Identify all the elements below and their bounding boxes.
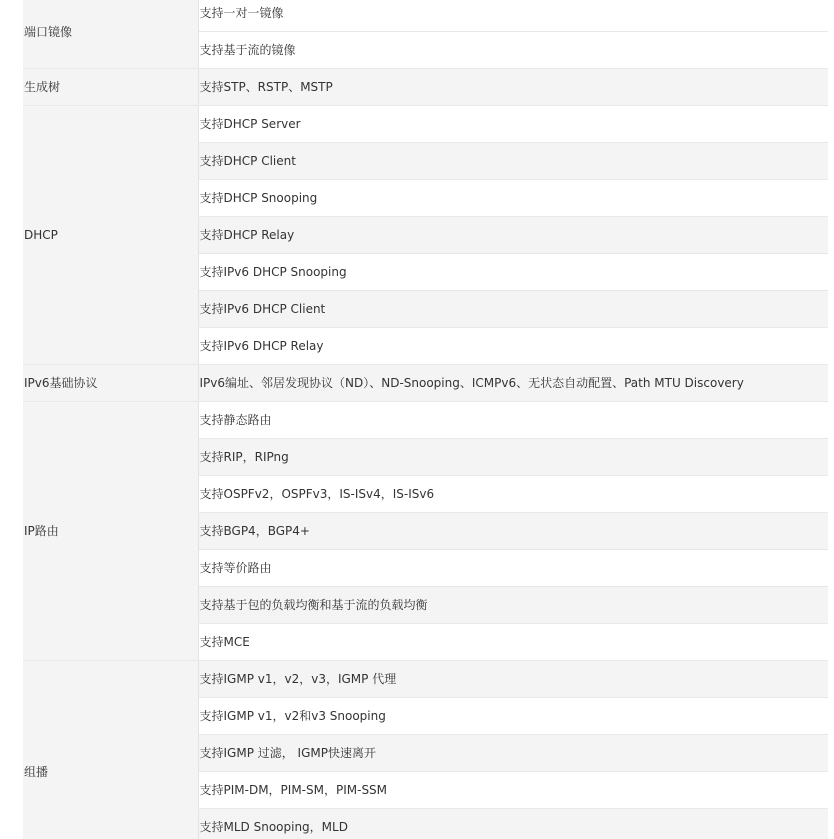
- category-cell: DHCP: [23, 106, 198, 365]
- table-row: [23, 402, 828, 439]
- feature-cell: 支持STP、RSTP、MSTP: [198, 69, 828, 106]
- table-row: [23, 365, 828, 402]
- feature-cell: 支持DHCP Snooping: [198, 180, 828, 217]
- feature-cell: 支持基于流的镜像: [198, 32, 828, 69]
- feature-cell: 支持IPv6 DHCP Relay: [198, 328, 828, 365]
- category-cell: 端口镜像: [23, 0, 198, 69]
- feature-cell: 支持MCE: [198, 624, 828, 661]
- feature-cell: 支持MLD Snooping，MLD: [198, 809, 828, 839]
- feature-cell: 支持DHCP Server: [198, 106, 828, 143]
- table-row: [23, 661, 828, 698]
- feature-cell: IPv6编址、邻居发现协议（ND）、ND-Snooping、ICMPv6、无状态自动配置、Path MTU Discovery: [198, 365, 828, 402]
- feature-cell: 支持IPv6 DHCP Client: [198, 291, 828, 328]
- feature-cell: 支持IGMP v1，v2，v3，IGMP 代理: [198, 661, 828, 698]
- feature-cell: 支持基于包的负载均衡和基于流的负载均衡: [198, 587, 828, 624]
- feature-cell: 支持IPv6 DHCP Snooping: [198, 254, 828, 291]
- category-cell: 组播: [23, 661, 198, 839]
- category-cell: 生成树: [23, 69, 198, 106]
- table-row: [23, 106, 828, 143]
- category-cell: IPv6基础协议: [23, 365, 198, 402]
- feature-cell: 支持等价路由: [198, 550, 828, 587]
- feature-cell: 支持静态路由: [198, 402, 828, 439]
- feature-cell: 支持DHCP Client: [198, 143, 828, 180]
- feature-cell: 支持BGP4，BGP4+: [198, 513, 828, 550]
- feature-spec-table: [23, 0, 828, 839]
- feature-cell: 支持IGMP 过滤， IGMP快速离开: [198, 735, 828, 772]
- feature-cell: 支持IGMP v1，v2和v3 Snooping: [198, 698, 828, 735]
- feature-cell: 支持RIP，RIPng: [198, 439, 828, 476]
- table-row: [23, 0, 828, 32]
- category-cell: IP路由: [23, 402, 198, 661]
- feature-cell: 支持OSPFv2，OSPFv3，IS-ISv4，IS-ISv6: [198, 476, 828, 513]
- table-row: [23, 69, 828, 106]
- feature-cell: 支持一对一镜像: [198, 0, 828, 32]
- feature-cell: 支持DHCP Relay: [198, 217, 828, 254]
- feature-cell: 支持PIM-DM，PIM-SM，PIM-SSM: [198, 772, 828, 809]
